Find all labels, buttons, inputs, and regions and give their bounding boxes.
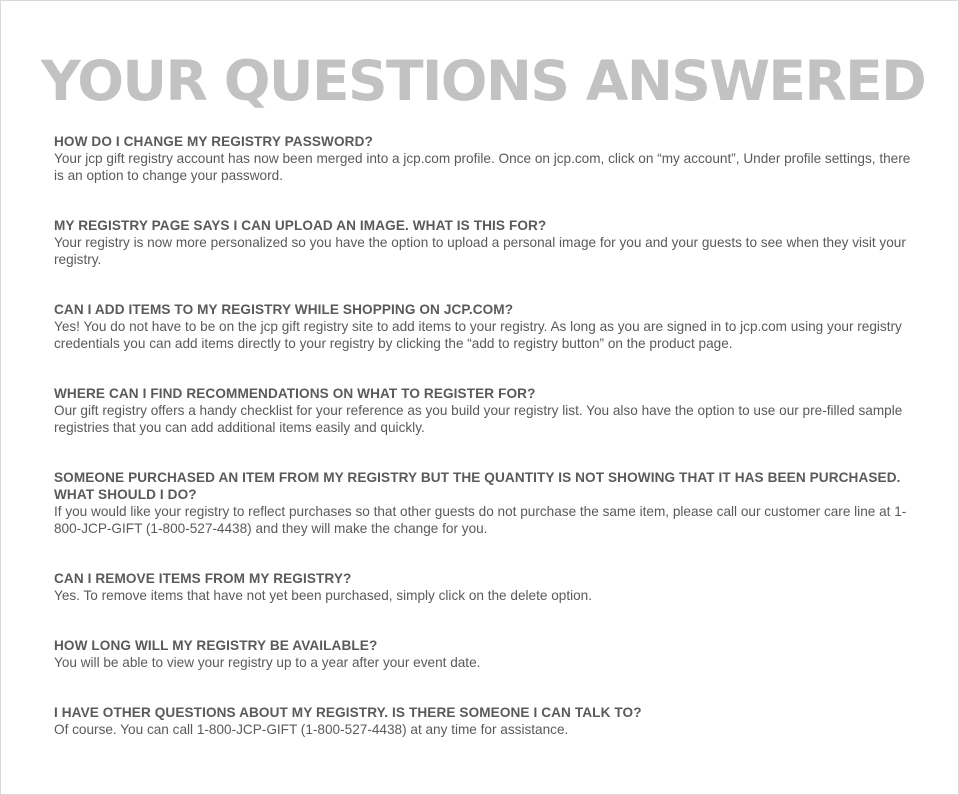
faq-item-recommendations — [54, 385, 914, 436]
faq-question: SOMEONE PURCHASED AN ITEM FROM MY REGISTRY BUT THE QUANTITY IS NOT SHOWING THAT IT HAS BEEN PURCHASED. WHAT SHOULD I DO? — [54, 470, 901, 502]
faq-question: HOW DO I CHANGE MY REGISTRY PASSWORD? — [54, 134, 373, 149]
faq-item-availability — [54, 637, 914, 671]
faq-item-contact — [54, 704, 914, 738]
faq-item-change-password — [54, 133, 914, 184]
faq-question: HOW LONG WILL MY REGISTRY BE AVAILABLE? — [54, 638, 378, 653]
faq-answer: If you would like your registry to reflect purchases so that other guests do not purchase the same item, please call our customer care line at 1-800-JCP-GIFT (1-800-527-4438) and they will make the change for you. — [54, 504, 907, 536]
faq-answer: Of course. You can call 1-800-JCP-GIFT (1-800-527-4438) at any time for assistance. — [54, 722, 569, 737]
faq-answer: Yes. To remove items that have not yet been purchased, simply click on the delete option. — [54, 588, 593, 603]
faq-answer: Our gift registry offers a handy checklist for your reference as you build your registry list. You also have the option to use our pre-filled sample registries that you can add additional items easily and quickly. — [54, 403, 903, 435]
faq-answer: Yes! You do not have to be on the jcp gift registry site to add items to your registry. As long as you are signed in to jcp.com using your registry credentials you can add items directly to your registry by clicking the “add to registry button” on the product page. — [54, 319, 902, 351]
page-title: YOUR QUESTIONS ANSWERED — [41, 49, 926, 113]
faq-question: WHERE CAN I FIND RECOMMENDATIONS ON WHAT TO REGISTER FOR? — [54, 386, 536, 401]
faq-answer: Your registry is now more personalized so you have the option to upload a personal image for you and your guests to see when they visit your registry. — [54, 235, 906, 267]
faq-question: I HAVE OTHER QUESTIONS ABOUT MY REGISTRY. IS THERE SOMEONE I CAN TALK TO? — [54, 705, 642, 720]
faq-item-add-items-jcp — [54, 301, 914, 352]
faq-question: CAN I REMOVE ITEMS FROM MY REGISTRY? — [54, 571, 352, 586]
faq-item-upload-image — [54, 217, 914, 268]
faq-answer: Your jcp gift registry account has now been merged into a jcp.com profile. Once on jcp.com, click on “my account”, Under profile settings, there is an option to change your password. — [54, 151, 911, 183]
faq-item-quantity-not-showing — [54, 469, 914, 537]
faq-answer: You will be able to view your registry up to a year after your event date. — [54, 655, 481, 670]
faq-item-remove-items — [54, 570, 914, 604]
faq-question: MY REGISTRY PAGE SAYS I CAN UPLOAD AN IMAGE. WHAT IS THIS FOR? — [54, 218, 547, 233]
faq-question: CAN I ADD ITEMS TO MY REGISTRY WHILE SHOPPING ON JCP.COM? — [54, 302, 514, 317]
